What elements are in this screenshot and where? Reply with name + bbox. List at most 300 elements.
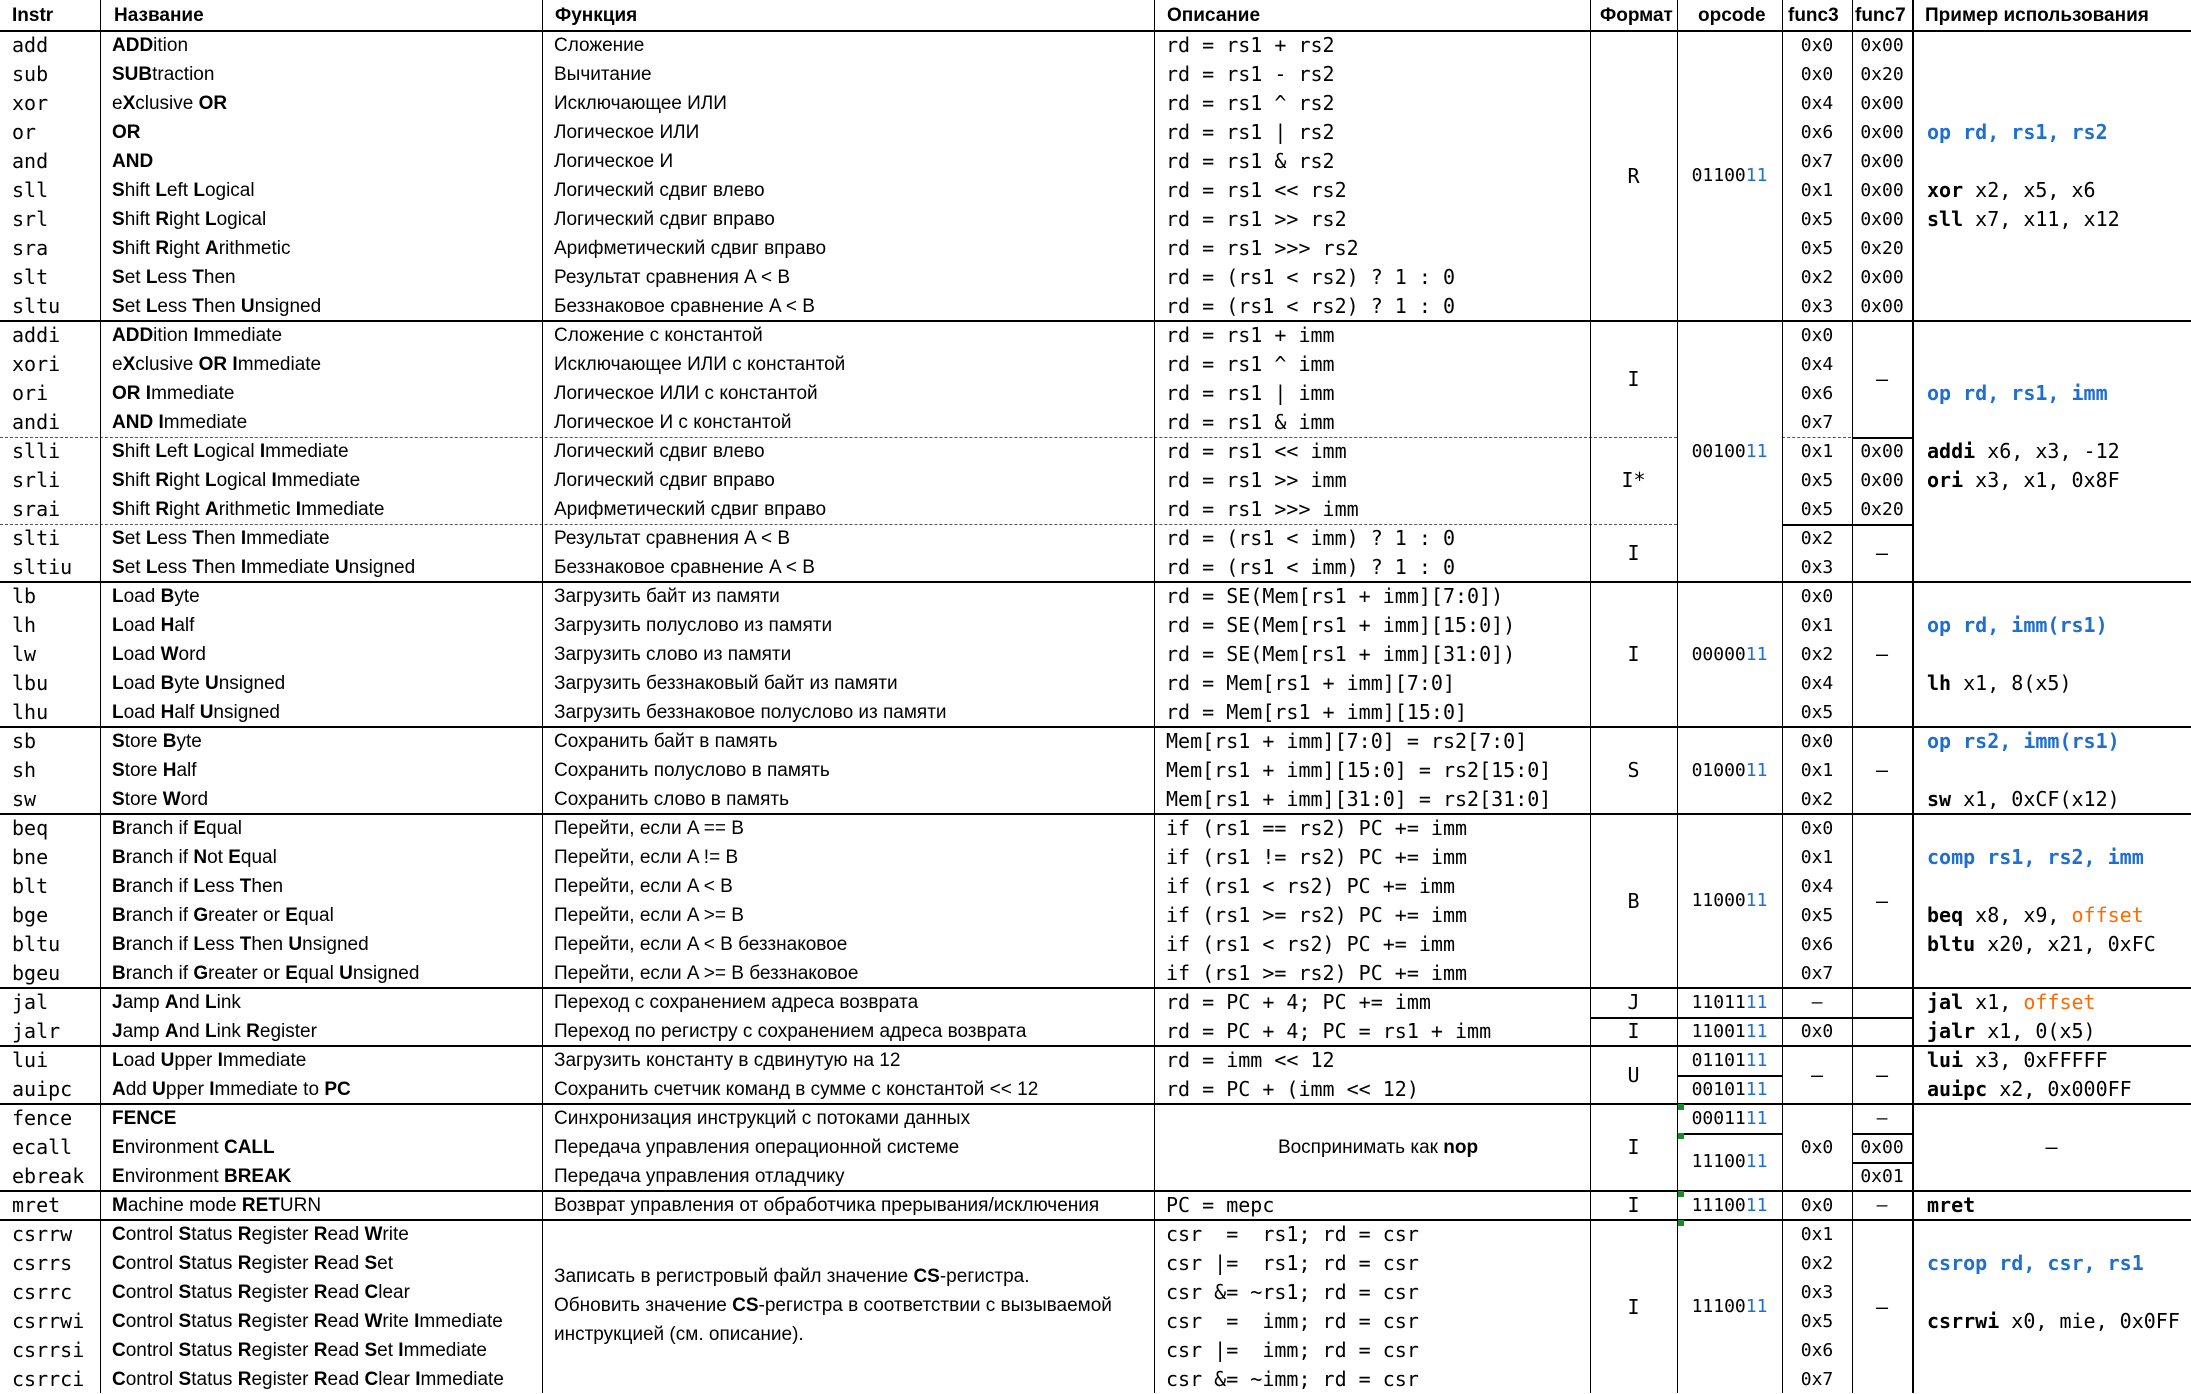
text-fragment: sub [12, 62, 49, 86]
text-fragment: tore [124, 789, 163, 810]
text-fragment: S [112, 180, 125, 201]
instr-cell [12, 1307, 84, 1336]
description-cell [1166, 988, 1431, 1017]
func3-cell [1782, 1336, 1852, 1365]
text-fragment: H [162, 760, 177, 781]
text-fragment: clusive [135, 93, 199, 114]
text-fragment: – [1876, 1195, 1888, 1216]
text-fragment: op rd, rs1, rs2 [1927, 120, 2108, 144]
text-fragment: 11 [1745, 1108, 1768, 1129]
column-divider [1154, 0, 1155, 1393]
text-fragment: oad [123, 615, 161, 636]
text-fragment: X [122, 93, 136, 114]
text-fragment: ontrol [125, 1311, 179, 1332]
function-cell [554, 1017, 1026, 1046]
text-fragment: ontrol [125, 1253, 179, 1274]
text-fragment: S [112, 296, 125, 317]
func7-cell [1852, 234, 1912, 263]
func3-cell [1782, 611, 1852, 640]
text-fragment: B [162, 731, 177, 752]
example-line [1927, 437, 2120, 466]
text-fragment: G [193, 963, 209, 984]
text-fragment: sb [12, 729, 37, 753]
name-cell [112, 988, 241, 1017]
format-cell [1590, 1104, 1677, 1191]
func3-cell [1782, 60, 1852, 89]
text-fragment: lear [378, 1369, 416, 1390]
row-divider [0, 726, 2191, 728]
text-fragment: Передача управления операционной системе [554, 1137, 960, 1158]
func3-cell [1782, 1307, 1852, 1336]
text-fragment: -регистра. [939, 1266, 1030, 1287]
opcode-cell [1677, 582, 1782, 727]
text-fragment: rd = rs1 + imm [1166, 323, 1335, 347]
instr-cell [12, 930, 60, 959]
text-fragment: Арифметический сдвиг вправо [554, 499, 827, 520]
text-fragment: R [237, 1369, 252, 1390]
text-fragment: E [285, 905, 298, 926]
func3-cell [1782, 901, 1852, 930]
text-fragment: I [193, 325, 199, 346]
description-cell [1166, 611, 1515, 640]
cell-marker [1678, 1191, 1684, 1197]
text-fragment: addi [1927, 439, 1976, 463]
text-fragment: ranch if [125, 905, 194, 926]
func3-cell [1782, 495, 1852, 524]
example-line [1927, 988, 2096, 1017]
func7-cell [1852, 89, 1912, 118]
text-fragment: 0x1 [1800, 615, 1834, 636]
text-fragment: 11 [1745, 992, 1768, 1013]
text-fragment: rd = rs1 << imm [1166, 439, 1347, 463]
function-cell [554, 640, 791, 669]
text-fragment: nsigned [254, 296, 322, 317]
text-fragment: and [12, 149, 49, 173]
name-cell [112, 1191, 321, 1220]
func3-merged [1782, 1046, 1852, 1104]
csr-function-line [554, 1291, 1112, 1320]
func3-cell [1782, 930, 1852, 959]
text-fragment: x1, 8(x5) [1951, 671, 2072, 695]
text-fragment: srli [12, 468, 61, 492]
example-template [1927, 1249, 2144, 1278]
text-fragment: S [112, 499, 125, 520]
function-cell [554, 408, 792, 437]
text-fragment: 0x20 [1860, 499, 1904, 520]
func3-cell [1782, 727, 1852, 756]
text-fragment: Логическое И с константой [554, 412, 792, 433]
text-fragment: xor [1927, 178, 1964, 202]
func3-cell [1782, 147, 1852, 176]
text-fragment: L [204, 470, 217, 491]
text-fragment: rd = PC + (imm << 12) [1166, 1077, 1419, 1101]
instr-cell [12, 1046, 48, 1075]
text-fragment: I [259, 441, 266, 462]
text-fragment: 0x2 [1800, 644, 1834, 665]
text-fragment: 00101 [1691, 1079, 1746, 1100]
description-cell [1166, 205, 1347, 234]
text-fragment: csr = imm; rd = csr [1166, 1309, 1419, 1333]
description-cell [1166, 756, 1551, 785]
text-fragment: 0x00 [1860, 267, 1904, 288]
text-fragment: 0x0 [1800, 731, 1834, 752]
description-cell [1166, 89, 1335, 118]
instr-cell [12, 901, 48, 930]
text-fragment: op rd, imm(rs1) [1927, 613, 2108, 637]
text-fragment: rd = PC + 4; PC += imm [1166, 990, 1431, 1014]
text-fragment: S [112, 470, 125, 491]
text-fragment: 0x3 [1800, 296, 1834, 317]
text-fragment: ogical [204, 441, 260, 462]
format-cell [1590, 321, 1677, 437]
description-cell [1166, 1017, 1491, 1046]
description-cell [1166, 495, 1359, 524]
text-fragment: BREAK [223, 1166, 292, 1187]
text-fragment: 11000 [1691, 890, 1746, 911]
text-fragment: B [160, 673, 175, 694]
text-fragment: ebreak [12, 1164, 85, 1188]
text-fragment: ight [169, 238, 205, 259]
text-fragment: – [1875, 1295, 1889, 1319]
text-fragment: Сложение [554, 35, 645, 56]
text-fragment: Перейти, если A < B беззнаковое [554, 934, 848, 955]
function-cell [554, 466, 775, 495]
name-cell [112, 1162, 292, 1191]
text-fragment: yte [174, 673, 205, 694]
func7-cell [1852, 1133, 1912, 1162]
func7-merged [1852, 582, 1912, 727]
text-fragment: 0x00 [1860, 122, 1904, 143]
text-fragment: R [155, 238, 170, 259]
text-fragment: tore [124, 731, 163, 752]
instr-cell [12, 988, 48, 1017]
opcode-cell [1677, 988, 1782, 1017]
func3-cell [1782, 553, 1852, 582]
text-fragment: L [145, 296, 158, 317]
text-fragment: xor [12, 91, 49, 115]
text-fragment: csrrci [12, 1367, 85, 1391]
text-fragment: Загрузить полуслово из памяти [554, 615, 833, 636]
text-fragment: x7, x11, x12 [1963, 207, 2120, 231]
text-fragment: T [192, 267, 204, 288]
text-fragment: 0x5 [1800, 238, 1834, 259]
name-cell [112, 205, 266, 234]
text-fragment: x20, x21, 0xFC [1975, 932, 2156, 956]
text-fragment: hen [251, 934, 289, 955]
cell-marker [1678, 1133, 1684, 1139]
header-opcode: opcode [1698, 5, 1766, 26]
text-fragment: B [1627, 889, 1640, 913]
column-divider [1912, 0, 1914, 1393]
text-fragment: ontrol [125, 1282, 179, 1303]
func3-cell [1782, 814, 1852, 843]
format-cell [1590, 524, 1677, 582]
text-fragment: 0x6 [1800, 122, 1834, 143]
text-fragment: csrop rd, csr, rs1 [1927, 1251, 2144, 1275]
text-fragment: x1, 0(x5) [1975, 1019, 2096, 1043]
text-fragment: mmediate [420, 1369, 504, 1390]
text-fragment: rd = Mem[rs1 + imm][7:0] [1166, 671, 1455, 695]
text-fragment: B [112, 876, 126, 897]
instr-cell [12, 756, 36, 785]
text-fragment: Исключающее ИЛИ с константой [554, 354, 846, 375]
text-fragment: ink [216, 1021, 247, 1042]
text-fragment: rd = imm << 12 [1166, 1048, 1335, 1072]
text-fragment: ontrol [125, 1369, 179, 1390]
text-fragment: R [313, 1253, 328, 1274]
text-fragment: srai [12, 497, 61, 521]
func3-merged [1782, 1104, 1852, 1191]
text-fragment: x2, 0x000FF [1987, 1077, 2132, 1101]
text-fragment: 11 [1745, 760, 1768, 781]
text-fragment: 0x2 [1800, 789, 1834, 810]
instr-cell [12, 1162, 84, 1191]
text-fragment: U [339, 963, 353, 984]
text-fragment: R [237, 1282, 252, 1303]
text-fragment: 11 [1745, 441, 1768, 462]
text-fragment: oad [123, 1050, 161, 1071]
text-fragment: S [178, 1311, 192, 1332]
text-fragment: hift [124, 209, 156, 230]
function-cell [554, 843, 738, 872]
column-divider [1852, 0, 1853, 1393]
text-fragment: ord [178, 644, 206, 665]
text-fragment: R [313, 1369, 328, 1390]
row-divider [0, 30, 2191, 32]
text-fragment: U [1627, 1063, 1640, 1087]
text-fragment: et [124, 267, 146, 288]
text-fragment: egister [251, 1340, 314, 1361]
func3-cell [1782, 292, 1852, 321]
description-cell [1166, 176, 1347, 205]
description-cell [1166, 901, 1467, 930]
text-fragment: I [240, 528, 247, 549]
text-fragment: mmediate [237, 354, 322, 375]
text-fragment: fence [12, 1106, 73, 1130]
description-cell [1166, 263, 1455, 292]
func3-cell [1782, 1249, 1852, 1278]
func3-cell [1782, 698, 1852, 727]
text-fragment: L [112, 586, 124, 607]
function-cell [554, 1046, 900, 1075]
text-fragment: rd = rs1 ^ rs2 [1166, 91, 1335, 115]
text-fragment: mmediate to [214, 1079, 325, 1100]
text-fragment: Синхронизация инструкций с потоками данных [554, 1108, 971, 1129]
instr-cell [12, 582, 36, 611]
opcode-cell [1677, 31, 1782, 321]
name-cell [112, 1278, 410, 1307]
name-cell [112, 524, 330, 553]
name-cell [112, 1220, 409, 1249]
func3-cell [1782, 872, 1852, 901]
description-cell [1166, 1336, 1419, 1365]
text-fragment: bltu [1927, 932, 1976, 956]
text-fragment: 01100 [1691, 165, 1746, 186]
text-fragment: 0x7 [1800, 151, 1834, 172]
name-cell [112, 669, 285, 698]
text-fragment: x1, 0xCF(x12) [1951, 787, 2120, 811]
text-fragment: sltu [12, 294, 61, 318]
name-cell [112, 640, 206, 669]
text-fragment: R [313, 1311, 328, 1332]
text-fragment: 11 [1745, 1195, 1768, 1216]
text-fragment: nsigned [213, 702, 280, 723]
text-fragment: – [1875, 1005, 1889, 1029]
text-fragment: S [178, 1340, 192, 1361]
func7-cell [1852, 205, 1912, 234]
example-line [1927, 1017, 2096, 1046]
text-fragment: ess [157, 557, 193, 578]
text-fragment: ori [1927, 468, 1964, 492]
text-fragment: x6, x3, -12 [1975, 439, 2120, 463]
text-fragment: tatus [191, 1369, 238, 1390]
row-divider [0, 320, 2191, 322]
text-fragment: sltiu [12, 555, 73, 579]
text-fragment: yte [176, 731, 202, 752]
text-fragment: R [237, 1311, 252, 1332]
example-line [1927, 901, 2144, 930]
text-fragment: S [364, 1253, 378, 1274]
function-cell [554, 234, 826, 263]
row-divider [1852, 437, 1912, 439]
text-fragment: – [1876, 1108, 1888, 1129]
name-cell [112, 901, 334, 930]
instr-cell [12, 437, 60, 466]
text-fragment: hen [203, 296, 241, 317]
function-cell [554, 872, 733, 901]
description-cell [1166, 379, 1335, 408]
header-function: Функция [555, 5, 638, 26]
text-fragment: 0x0 [1800, 1195, 1834, 1216]
text-fragment: OR [112, 383, 141, 404]
function-cell [554, 31, 644, 60]
text-fragment: hift [124, 499, 156, 520]
instr-cell [12, 176, 48, 205]
instr-cell [12, 1220, 72, 1249]
func7-cell [1852, 292, 1912, 321]
text-fragment: rd = Mem[rs1 + imm][15:0] [1166, 700, 1468, 724]
text-fragment: egister [251, 1282, 314, 1303]
text-fragment: Логическое ИЛИ [554, 122, 700, 143]
text-fragment: T [239, 876, 252, 897]
text-fragment: rd = rs1 | rs2 [1166, 120, 1335, 144]
func3-cell [1782, 524, 1852, 553]
name-cell [112, 379, 234, 408]
text-fragment: hift [124, 441, 156, 462]
text-fragment: qual [206, 818, 242, 839]
description-cell [1166, 1046, 1335, 1075]
description-cell [1166, 1278, 1419, 1307]
text-fragment: B [112, 963, 126, 984]
description-cell [1166, 843, 1467, 872]
description-cell [1166, 930, 1455, 959]
text-fragment: M [112, 1195, 128, 1216]
description-cell [1166, 524, 1455, 553]
description-cell [1166, 698, 1467, 727]
name-cell [112, 872, 283, 901]
text-fragment: csr |= rs1; rd = csr [1166, 1251, 1419, 1275]
text-fragment: L [145, 267, 158, 288]
function-cell [554, 988, 918, 1017]
instr-cell [12, 234, 48, 263]
header-format: Формат [1600, 5, 1673, 26]
text-fragment: I [1627, 367, 1640, 391]
text-fragment: 0x0 [1800, 1137, 1834, 1158]
name-cell [112, 611, 194, 640]
text-fragment: lh [12, 613, 37, 637]
text-fragment: B [112, 934, 126, 955]
description-cell [1166, 1307, 1419, 1336]
text-fragment: 0x5 [1800, 499, 1834, 520]
function-cell [554, 524, 790, 553]
example-line [1927, 205, 2120, 234]
text-fragment: S [178, 1224, 192, 1245]
text-fragment: nvironment [124, 1137, 224, 1158]
text-fragment: S [364, 1340, 378, 1361]
name-cell [112, 263, 236, 292]
text-fragment: 0x00 [1860, 151, 1904, 172]
text-fragment: 11100 [1691, 1195, 1746, 1216]
instr-cell [12, 408, 60, 437]
text-fragment: R [155, 470, 170, 491]
text-fragment: 0x6 [1800, 383, 1834, 404]
text-fragment: Вычитание [554, 64, 652, 85]
text-fragment: E [193, 818, 207, 839]
text-fragment: hen [203, 557, 241, 578]
text-fragment: – [1810, 1063, 1824, 1087]
text-fragment: I* [1621, 468, 1646, 492]
text-fragment: – [1875, 541, 1889, 565]
name-cell [112, 756, 197, 785]
func7-cell [1852, 437, 1912, 466]
text-fragment: nvironment [124, 1166, 224, 1187]
text-fragment: if (rs1 == rs2) PC += imm [1166, 816, 1468, 840]
text-fragment: Сохранить счетчик команд в сумме с константой << 12 [554, 1079, 1039, 1100]
text-fragment: oad [123, 644, 161, 665]
text-fragment: I [415, 1369, 421, 1390]
function-cell [554, 263, 790, 292]
text-fragment: ead [327, 1253, 365, 1274]
instr-cell [12, 1191, 60, 1220]
text-fragment: rd = rs1 >>> imm [1166, 497, 1359, 521]
text-fragment: Обновить значение [554, 1295, 733, 1316]
name-cell [112, 234, 291, 263]
text-fragment: 0x00 [1860, 441, 1904, 462]
text-fragment: T [239, 934, 252, 955]
text-fragment: ranch if [125, 963, 194, 984]
description-cell [1166, 31, 1335, 60]
text-fragment: – [1875, 1063, 1889, 1087]
text-fragment: ot [207, 847, 229, 868]
text-fragment: nsigned [352, 963, 420, 984]
text-fragment: egister [251, 1369, 314, 1390]
text-fragment: I [398, 1340, 404, 1361]
name-cell [112, 292, 321, 321]
text-fragment: tatus [191, 1311, 238, 1332]
text-fragment: R [237, 1340, 252, 1361]
description-cell [1166, 959, 1467, 988]
text-fragment: 00000 [1691, 644, 1746, 665]
text-fragment: 11100 [1691, 1151, 1746, 1172]
text-fragment: R [155, 209, 170, 230]
text-fragment: Логический сдвиг вправо [554, 209, 775, 230]
text-fragment: Результат сравнения A < B [554, 528, 791, 549]
text-fragment: U [160, 1050, 175, 1071]
text-fragment: rd = (rs1 < imm) ? 1 : 0 [1166, 555, 1455, 579]
function-cell [554, 1075, 1038, 1104]
name-cell [112, 553, 415, 582]
text-fragment: Беззнаковое сравнение A < B [554, 557, 815, 578]
